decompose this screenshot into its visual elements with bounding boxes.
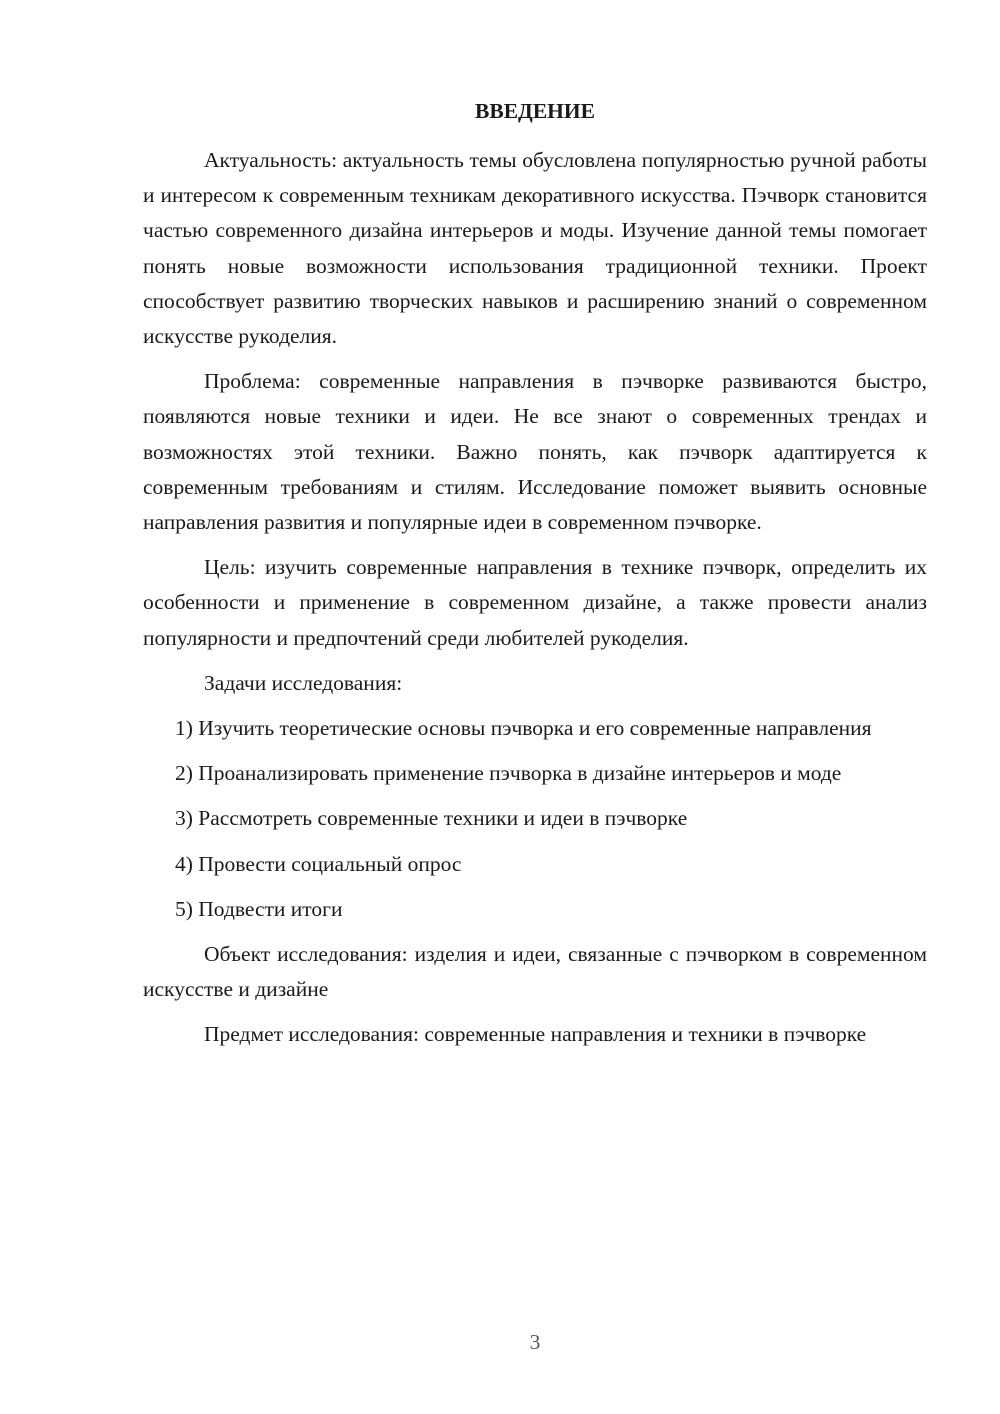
paragraph-problem: Проблема: современные направления в пэчворке развиваются быстро, появляются новые техники и идеи. Не все знают о современных трендах и возможностях этой техники. Важно понять, как пэчворк адаптируется к современным требованиям и стилям. Исследование поможет выявить основные направления развития и популярные идеи в современном пэчворке. bbox=[143, 369, 927, 535]
list-item: 2) Проанализировать применение пэчворка в дизайне интерьеров и моде bbox=[175, 761, 842, 786]
tasks-heading: Задачи исследования: bbox=[204, 670, 403, 695]
paragraph-object: Объект исследования: изделия и идеи, связанные с пэчворком в современном искусстве и дизайне bbox=[143, 942, 927, 1002]
list-item: 3) Рассмотреть современные техники и идеи в пэчворке bbox=[175, 806, 688, 831]
tasks-list bbox=[143, 711, 927, 927]
list-item: 5) Подвести итоги bbox=[175, 896, 343, 921]
document-page bbox=[143, 95, 927, 1063]
page-number: 3 bbox=[529, 1330, 541, 1354]
paragraph-relevance: Актуальность: актуальность темы обусловлена популярностью ручной работы и интересом к современным техникам декоративного искусства. Пэчворк становится частью современного дизайна интерьеров и моды. Изучение данной темы помогает понять новые возможности использования традиционной техники. Проект способствует развитию творческих навыков и расширению знаний о современном искусстве рукоделия. bbox=[143, 148, 927, 349]
list-item: 4) Провести социальный опрос bbox=[175, 851, 462, 876]
paragraph-subject: Предмет исследования: современные направления и техники в пэчворке bbox=[204, 1022, 867, 1047]
list-item: 1) Изучить теоретические основы пэчворка и его современные направления bbox=[175, 716, 872, 741]
paragraph-goal: Цель: изучить современные направления в технике пэчворк, определить их особенности и применение в современном дизайне, а также провести анализ популярности и предпочтений среди любителей рукоделия. bbox=[143, 555, 927, 650]
page-title: ВВЕДЕНИЕ bbox=[475, 99, 595, 123]
